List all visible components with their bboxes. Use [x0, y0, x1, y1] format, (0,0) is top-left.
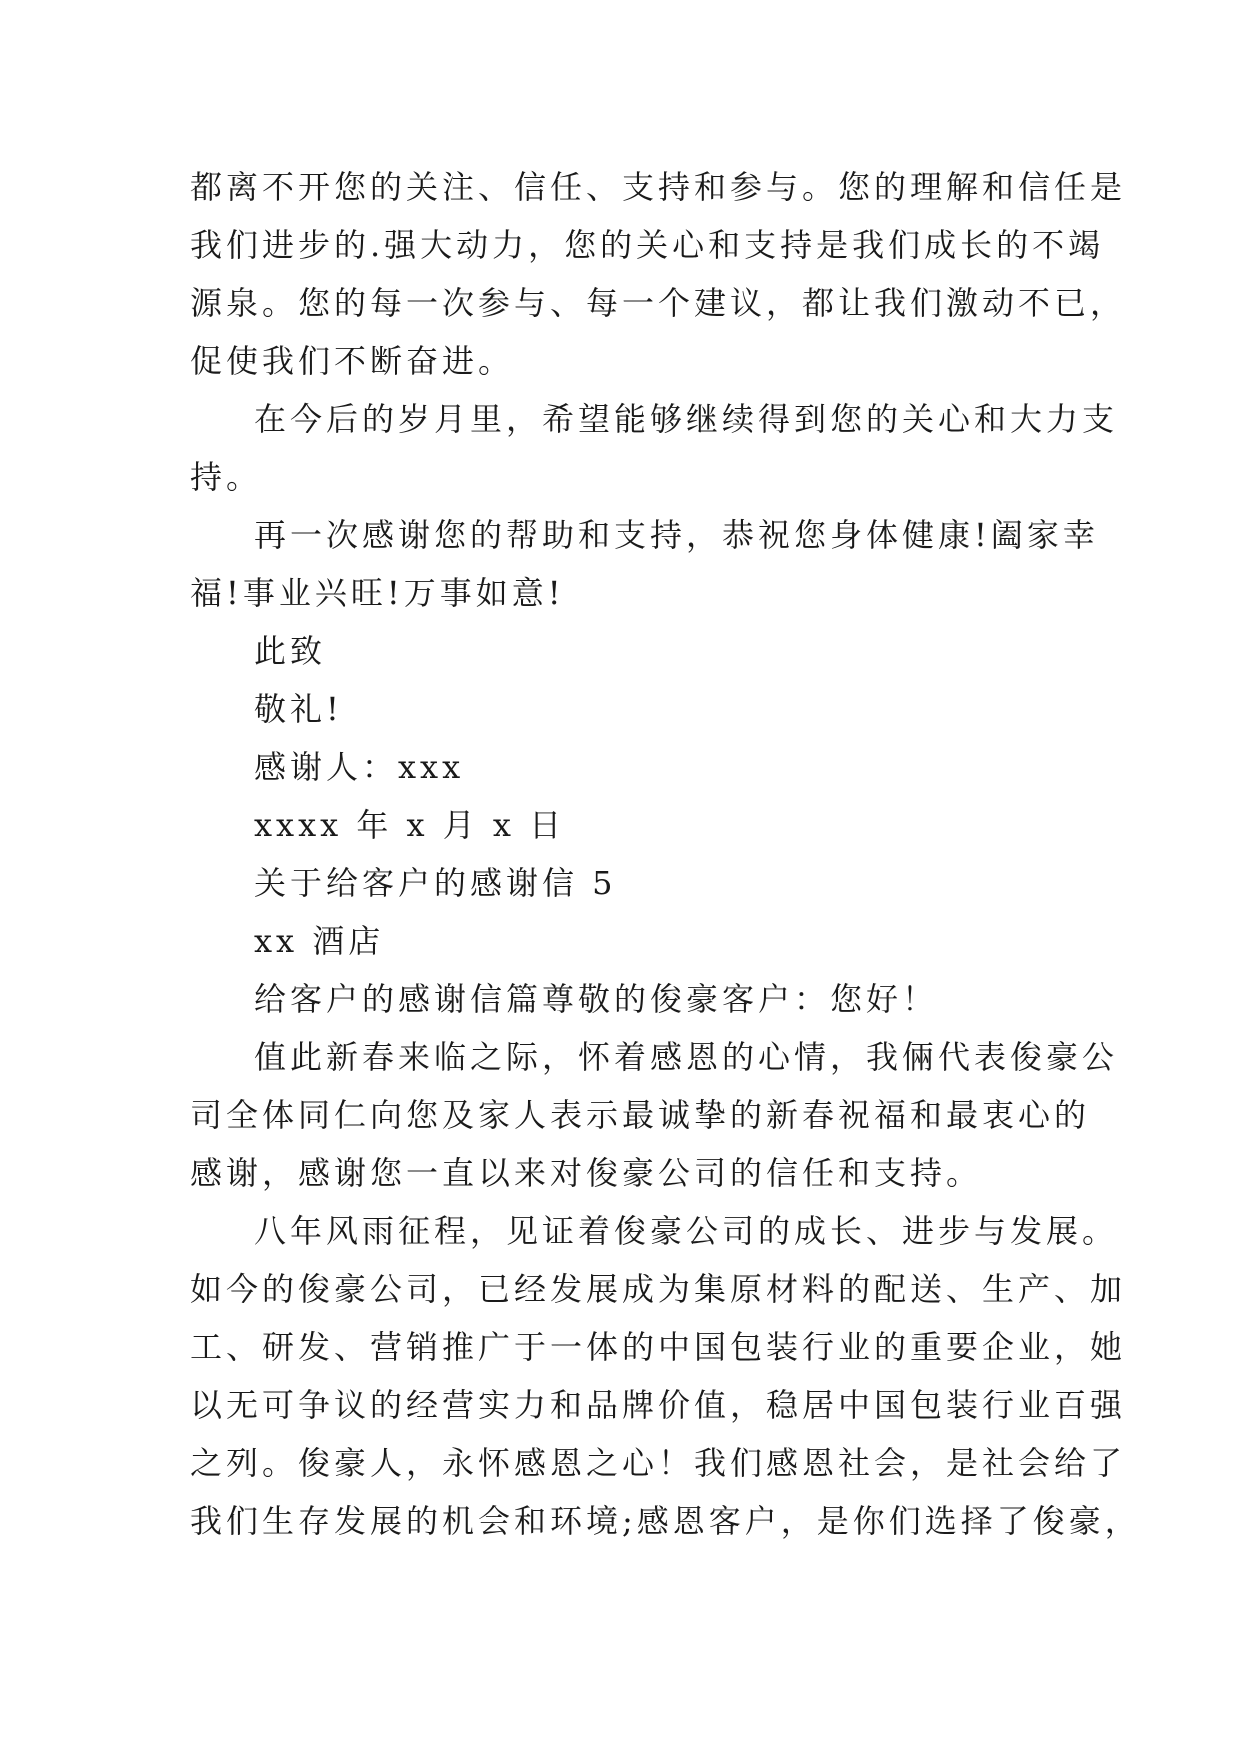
- text-line: 敬礼!: [254, 690, 343, 728]
- paragraph-wishes: [190, 506, 1099, 622]
- text-line: 之列。俊豪人，永怀感恩之心！我们感恩社会，是社会给了: [190, 1444, 1127, 1482]
- closing-regards: [190, 680, 1070, 738]
- text-line: 司全体同仁向您及家人表示最诚挚的新春祝福和最衷心的: [190, 1096, 1091, 1134]
- section-heading: [190, 854, 1070, 912]
- text-line: 福!事业兴旺!万事如意!: [190, 574, 565, 612]
- paragraph-future-support: [190, 390, 1119, 506]
- text-line: 八年风雨征程，见证着俊豪公司的成长、进步与发展。: [254, 1212, 1119, 1250]
- signature-name: [190, 738, 1070, 796]
- sender-name: [190, 912, 1070, 970]
- text-line: 源泉。您的每一次参与、每一个建议，都让我们激动不已，: [190, 284, 1127, 322]
- paragraph-new-year: [190, 1028, 1119, 1202]
- text-line: 值此新春来临之际，怀着感恩的心情，我倆代表俊豪公: [254, 1038, 1119, 1076]
- text-line: 都离不开您的关注、信任、支持和参与。您的理解和信任是: [190, 168, 1127, 206]
- signature-date: [190, 796, 1070, 854]
- text-line: xx 酒店: [254, 922, 385, 960]
- paragraph-company-history: [190, 1202, 1141, 1550]
- text-line: 我们生存发展的机会和环境;感恩客户，是你们选择了俊豪，: [190, 1502, 1141, 1540]
- text-line: 工、研发、营销推广于一体的中国包装行业的重要企业，她: [190, 1328, 1127, 1366]
- text-line: 感谢，感谢您一直以来对俊豪公司的信任和支持。: [190, 1154, 983, 1192]
- text-line: 我们进步的.强大动力，您的关心和支持是我们成长的不竭: [190, 226, 1105, 264]
- text-line: 关于给客户的感谢信 5: [254, 864, 617, 902]
- text-line: xxxx 年 x 月 x 日: [254, 806, 566, 844]
- text-line: 在今后的岁月里，希望能够继续得到您的关心和大力支: [254, 400, 1119, 438]
- text-line: 促使我们不断奋进。: [190, 342, 515, 380]
- text-line: 此致: [254, 632, 327, 670]
- text-line: 再一次感谢您的帮助和支持，恭祝您身体健康!阖家幸: [254, 516, 1099, 554]
- text-line: 感谢人：xxx: [254, 748, 465, 786]
- text-line: 以无可争议的经营实力和品牌价值，稳居中国包装行业百强: [190, 1386, 1127, 1424]
- text-line: 给客户的感谢信篇尊敬的俊豪客户：您好！: [254, 980, 939, 1018]
- closing-salutation: [190, 622, 1070, 680]
- paragraph-gratitude: [190, 158, 1127, 390]
- letter-body: [190, 158, 1141, 1550]
- text-line: 持。: [190, 458, 263, 496]
- text-line: 如今的俊豪公司，已经发展成为集原材料的配送、生产、加: [190, 1270, 1127, 1308]
- greeting: [190, 970, 1070, 1028]
